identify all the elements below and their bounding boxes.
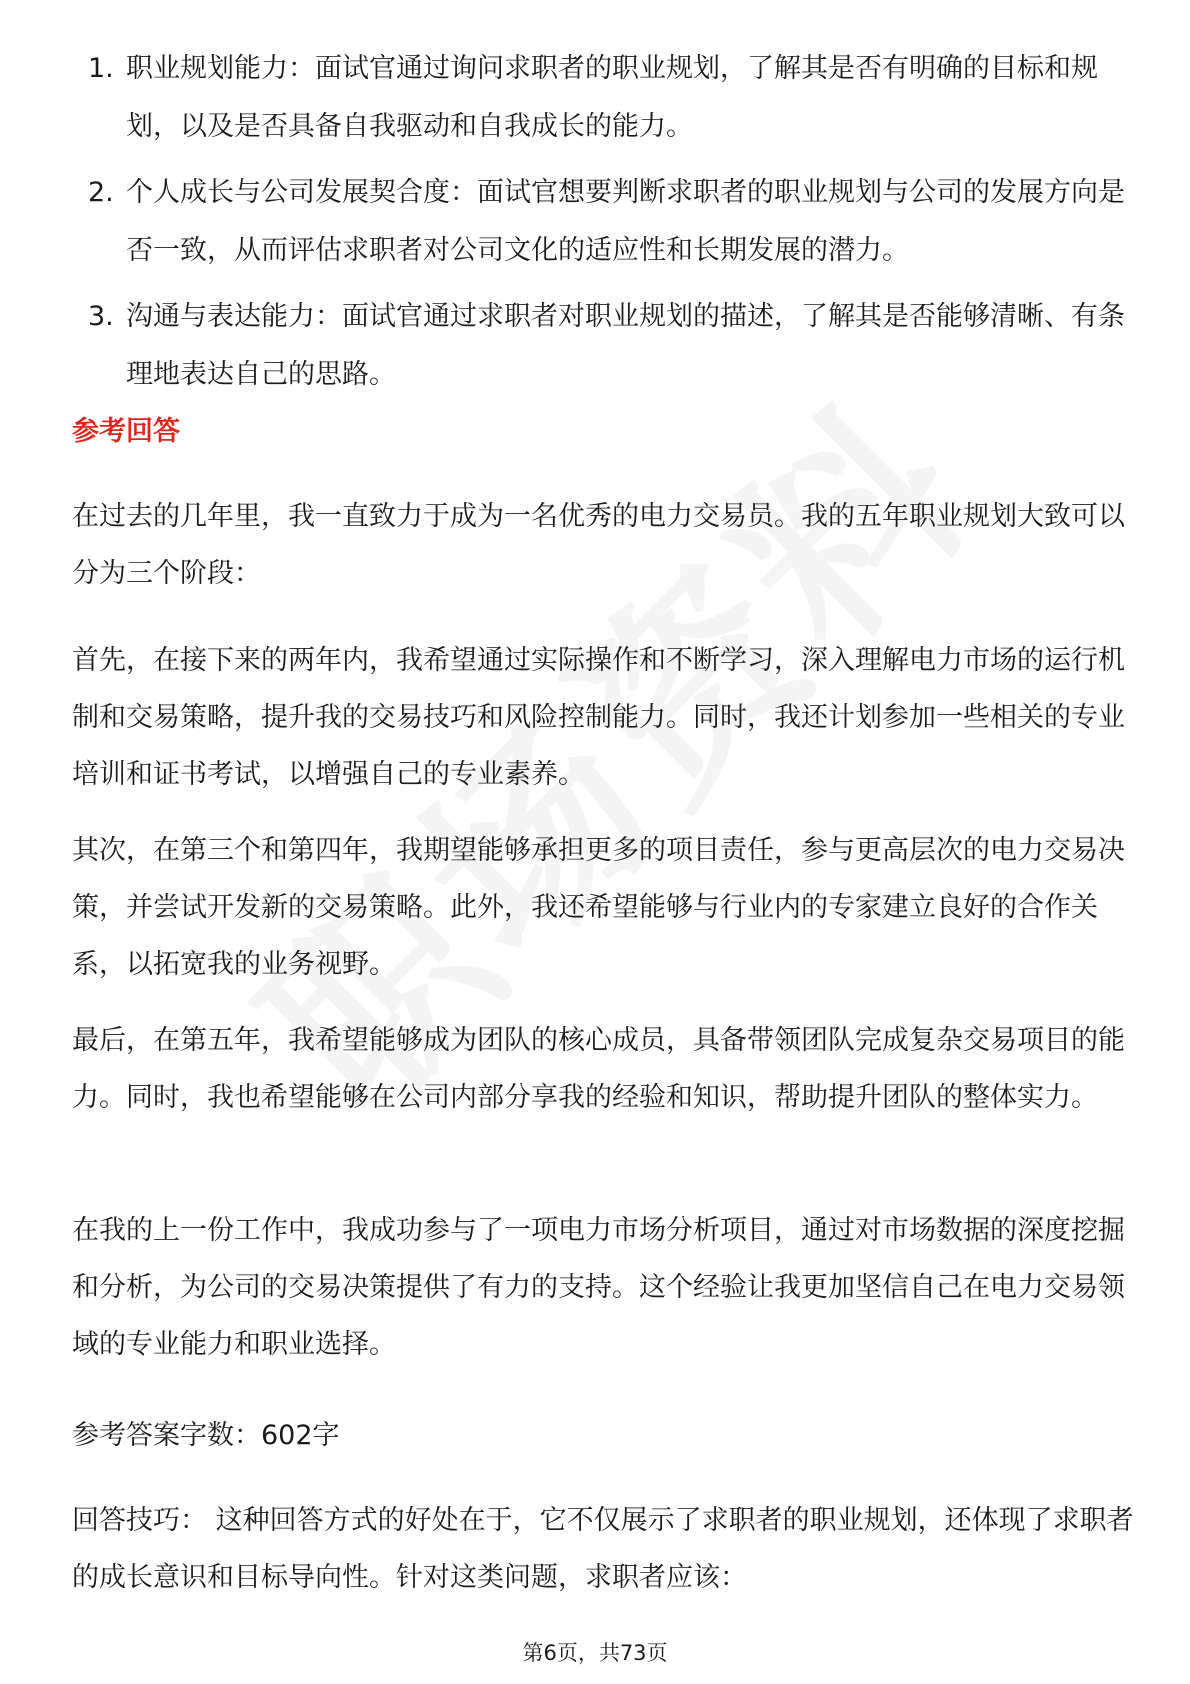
paragraph-final-stage: 最后，在第五年，我希望能够成为团队的核心成员，具备带领团队完成复杂交易项目的能力。同时，我也希望能够在公司内部分享我的经验和知识，帮助提升团队的整体实力。 bbox=[72, 1025, 1125, 1113]
numbered-list bbox=[72, 40, 1132, 412]
list-item bbox=[72, 288, 1132, 404]
list-item-number: 1. bbox=[88, 53, 114, 84]
paragraph-experience: 在我的上一份工作中，我成功参与了一项电力市场分析项目，通过对市场数据的深度挖掘和分析，为公司的交易决策提供了有力的支持。这个经验让我更加坚信自己在电力交易领域的专业能力和职业选择。 bbox=[72, 1215, 1125, 1360]
list-item-text: 沟通与表达能力：面试官通过求职者对职业规划的描述，了解其是否能够清晰、有条理地表达自己的思路。 bbox=[126, 301, 1125, 390]
paragraph-first-stage: 首先，在接下来的两年内，我希望通过实际操作和不断学习，深入理解电力市场的运行机制和交易策略，提升我的交易技巧和风险控制能力。同时，我还计划参加一些相关的专业培训和证书考试，以增强自己的专业素养。 bbox=[72, 645, 1125, 790]
paragraph-second-stage: 其次，在第三个和第四年，我期望能够承担更多的项目责任，参与更高层次的电力交易决策，并尝试开发新的交易策略。此外，我还希望能够与行业内的专家建立良好的合作关系，以拓宽我的业务视野。 bbox=[72, 835, 1125, 980]
list-item bbox=[72, 164, 1132, 280]
paragraph-intro: 在过去的几年里，我一直致力于成为一名优秀的电力交易员。我的五年职业规划大致可以分为三个阶段： bbox=[72, 501, 1125, 589]
list-item-text: 个人成长与公司发展契合度：面试官想要判断求职者的职业规划与公司的发展方向是否一致，从而评估求职者对公司文化的适应性和长期发展的潜力。 bbox=[126, 177, 1125, 266]
section-heading: 参考回答 bbox=[72, 416, 180, 447]
word-count: 参考答案字数：602字 bbox=[72, 1420, 340, 1451]
list-item-number: 2. bbox=[88, 177, 114, 208]
answer-tips: 回答技巧： 这种回答方式的好处在于，它不仅展示了求职者的职业规划，还体现了求职者的成长意识和目标导向性。针对这类问题，求职者应该： bbox=[72, 1505, 1134, 1593]
list-item bbox=[72, 40, 1132, 156]
list-item-text: 职业规划能力：面试官通过询问求职者的职业规划，了解其是否有明确的目标和规划，以及是否具备自我驱动和自我成长的能力。 bbox=[126, 53, 1098, 142]
page-number: 第6页，共73页 bbox=[522, 1641, 668, 1665]
list-item-number: 3. bbox=[88, 301, 114, 332]
